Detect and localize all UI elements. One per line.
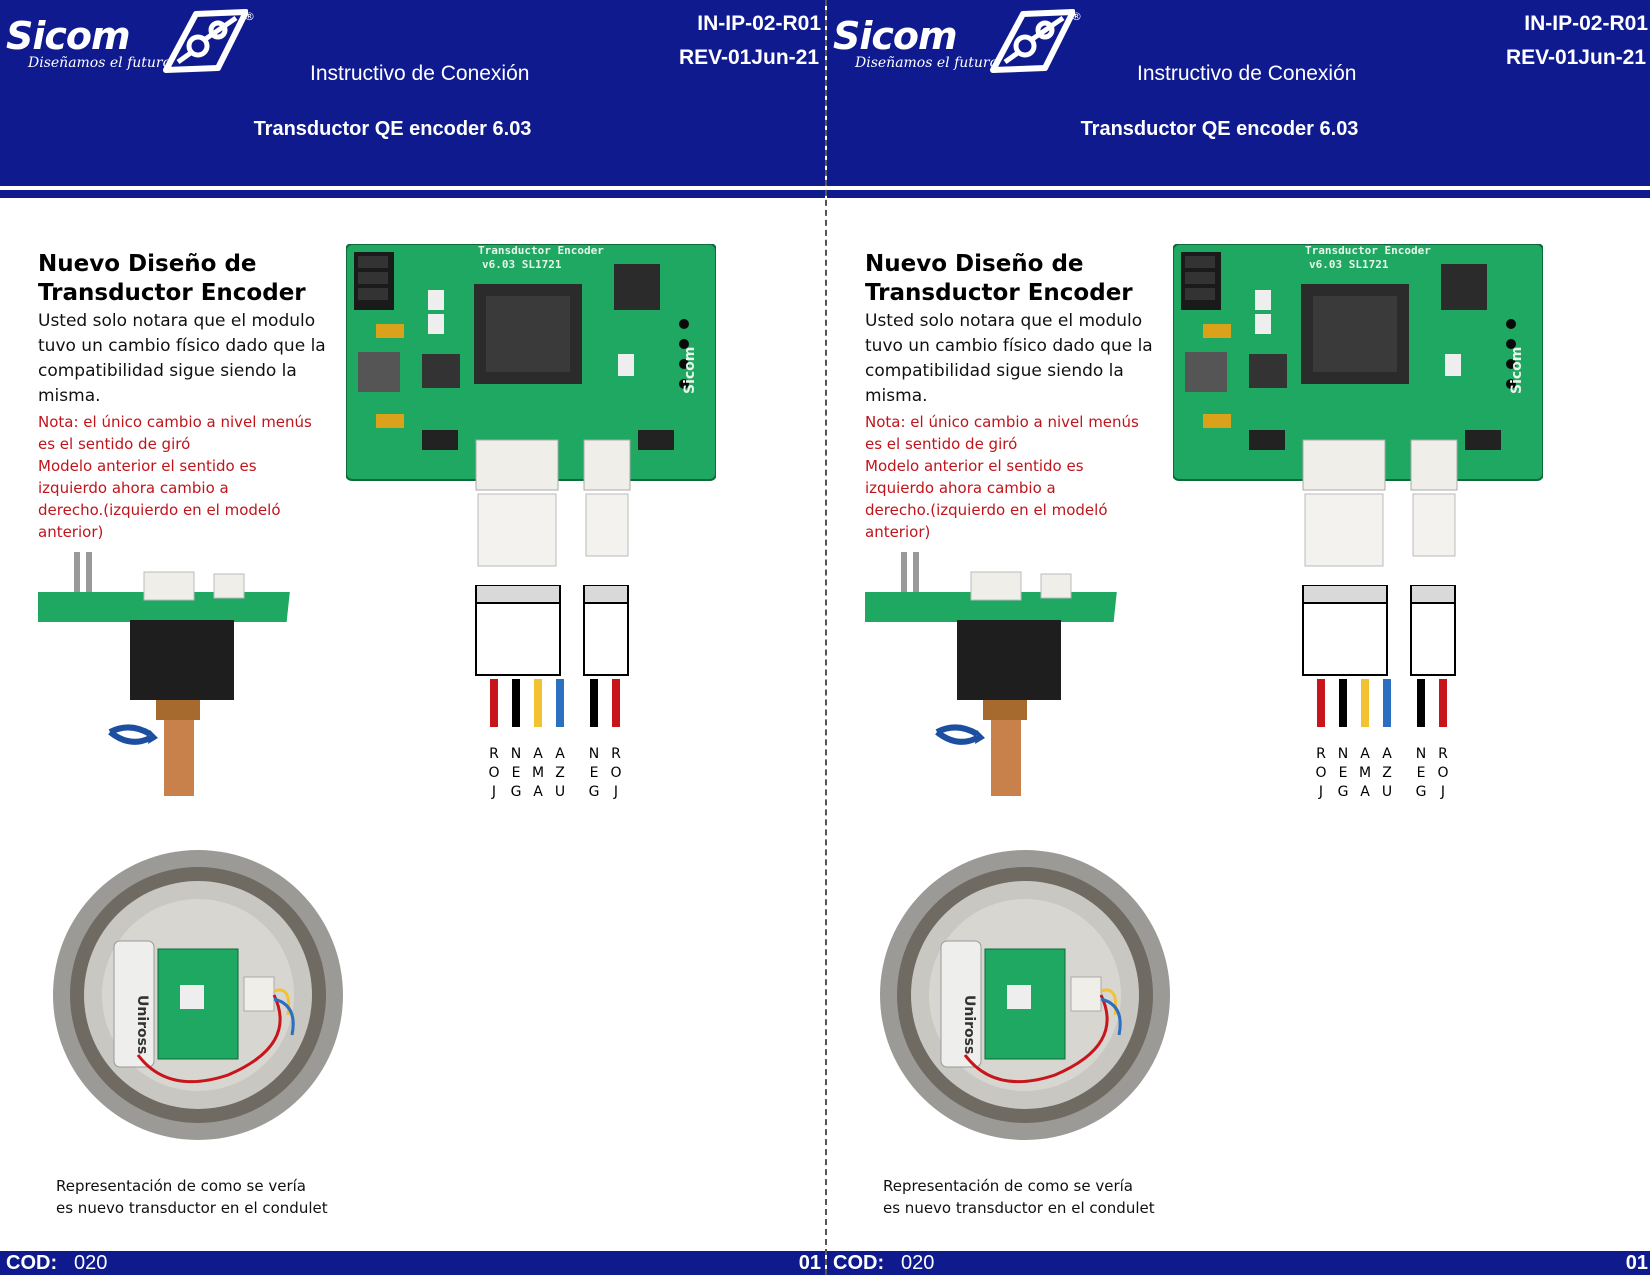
wire-mark xyxy=(1417,679,1425,727)
wire-letter: O xyxy=(488,765,500,781)
wire-color-code xyxy=(1336,745,1350,802)
wire-letter: E xyxy=(511,765,521,781)
wire-mark xyxy=(512,679,520,727)
footer-cod-label: COD: xyxy=(6,1252,58,1274)
sicom-logo xyxy=(833,8,1083,74)
wire-color-code xyxy=(609,745,623,802)
photo-caption xyxy=(56,1175,356,1219)
document-title: Instructivo de Conexión xyxy=(310,62,530,85)
wire-mark xyxy=(1339,679,1347,727)
wire-letter: M xyxy=(1358,765,1372,781)
footer-cod-value: 020 xyxy=(901,1252,935,1274)
pcb-label-2: v6.03 SL1721 xyxy=(1309,258,1389,271)
document-page-right xyxy=(827,0,1650,1275)
encoder-module-photo xyxy=(865,552,1140,814)
wire-letter: J xyxy=(613,784,619,800)
document-code: IN-IP-02-R01 xyxy=(1524,12,1648,35)
wire-color-code xyxy=(1436,745,1450,802)
footer-cod-label: COD: xyxy=(833,1252,885,1274)
wire-letter: G xyxy=(588,784,600,800)
wire-mark xyxy=(612,679,620,727)
footer-band xyxy=(827,1251,1650,1275)
logo-wordmark: Sicom xyxy=(6,14,130,58)
document-subtitle: Transductor QE encoder 6.03 xyxy=(253,118,532,140)
wire-letter: O xyxy=(1315,765,1327,781)
wire-letter: A xyxy=(1360,784,1370,800)
header-rule-gap xyxy=(0,186,825,190)
document-subtitle: Transductor QE encoder 6.03 xyxy=(1080,118,1359,140)
red-note xyxy=(865,411,1155,543)
note-line: Nota: el único cambio a nivel menús xyxy=(865,413,1139,431)
body-paragraph: Usted solo notara que el modulo tuvo un cambio físico dado que la compatibilidad sigue siendo la misma. xyxy=(38,311,326,406)
wire-letter: E xyxy=(589,765,599,781)
wire-color-code xyxy=(531,745,545,802)
section-heading xyxy=(38,250,338,308)
header-band xyxy=(0,0,825,186)
wire-color-code xyxy=(553,745,567,802)
wire-mark xyxy=(1383,679,1391,727)
wire-letter: J xyxy=(1440,784,1446,800)
wire-color-code xyxy=(1414,745,1428,802)
pcb-label-2: v6.03 SL1721 xyxy=(482,258,562,271)
document-revision: REV-01Jun-21 xyxy=(1505,46,1646,69)
header-rule-gap xyxy=(827,186,1650,190)
caption-line-1: Representación de como se vería xyxy=(56,1177,306,1195)
note-line: Modelo anterior el sentido es xyxy=(865,457,1084,475)
pcb-brand-label: Sicom xyxy=(1509,346,1525,394)
sicom-logo xyxy=(6,8,256,74)
wire-mark xyxy=(1439,679,1447,727)
document-revision: REV-01Jun-21 xyxy=(678,46,819,69)
wire-letter: M xyxy=(531,765,545,781)
note-line: Nota: el único cambio a nivel menús xyxy=(38,413,312,431)
registered-mark: ® xyxy=(1071,10,1082,23)
wire-letter: A xyxy=(555,746,565,762)
heading-line-2: Transductor Encoder xyxy=(865,280,1133,306)
footer-band xyxy=(0,1251,825,1275)
wire-letter: G xyxy=(1337,784,1349,800)
footer-page-number: 01 xyxy=(798,1252,821,1274)
footer-cod-value: 020 xyxy=(74,1252,108,1274)
condulet-photo xyxy=(48,845,348,1145)
wire-letter: E xyxy=(1338,765,1348,781)
wire-letter: U xyxy=(554,784,566,800)
encoder-module-photo xyxy=(38,552,313,814)
wire-letter: G xyxy=(510,784,522,800)
wire-letter: J xyxy=(1318,784,1324,800)
wire-mark xyxy=(556,679,564,727)
note-line: derecho.(izquierdo en el modeló xyxy=(38,501,281,519)
wire-color-code xyxy=(509,745,523,802)
logo-tagline: Diseñamos el futuro xyxy=(855,55,999,71)
heading-line-1: Nuevo Diseño de xyxy=(38,251,257,277)
caption-line-1: Representación de como se vería xyxy=(883,1177,1133,1195)
battery-label: Uniross xyxy=(961,995,977,1055)
wire-letter: O xyxy=(610,765,622,781)
wire-color-code xyxy=(587,745,601,802)
wire-mark xyxy=(1361,679,1369,727)
wire-color-code xyxy=(487,745,501,802)
wire-mark xyxy=(1317,679,1325,727)
wire-letter: A xyxy=(533,746,543,762)
header-band xyxy=(827,0,1650,186)
note-line: izquierdo ahora cambio a xyxy=(38,479,229,497)
note-line: anterior) xyxy=(38,523,104,541)
section-heading xyxy=(865,250,1165,308)
wire-mark xyxy=(590,679,598,727)
battery-label: Uniross xyxy=(134,995,150,1055)
wire-letter: N xyxy=(588,746,600,762)
footer-page-number: 01 xyxy=(1625,1252,1648,1274)
wire-color-code xyxy=(1314,745,1328,802)
note-line: izquierdo ahora cambio a xyxy=(865,479,1056,497)
wire-letter: N xyxy=(510,746,522,762)
body-paragraph: Usted solo notara que el modulo tuvo un cambio físico dado que la compatibilidad sigue siendo la misma. xyxy=(865,311,1153,406)
condulet-photo xyxy=(875,845,1175,1145)
caption-line-2: es nuevo transductor en el condulet xyxy=(56,1199,328,1217)
wire-color-code xyxy=(1380,745,1394,802)
pcb-label-1: Transductor Encoder xyxy=(1305,244,1431,257)
photo-caption xyxy=(883,1175,1183,1219)
wire-letter: J xyxy=(491,784,497,800)
wire-letter: A xyxy=(1360,746,1370,762)
wire-letter: O xyxy=(1437,765,1449,781)
logo-tagline: Diseñamos el futuro xyxy=(28,55,172,71)
wire-letter: R xyxy=(1438,746,1448,762)
heading-line-2: Transductor Encoder xyxy=(38,280,306,306)
registered-mark: ® xyxy=(244,10,255,23)
note-line: es el sentido de giró xyxy=(38,435,191,453)
wire-letter: Z xyxy=(555,765,565,781)
wire-letter: A xyxy=(533,784,543,800)
pcb-brand-label: Sicom xyxy=(682,346,698,394)
wire-letter: R xyxy=(1316,746,1326,762)
pcb-label-1: Transductor Encoder xyxy=(478,244,604,257)
wire-letter: N xyxy=(1337,746,1349,762)
heading-line-1: Nuevo Diseño de xyxy=(865,251,1084,277)
wire-letter: G xyxy=(1415,784,1427,800)
document-title: Instructivo de Conexión xyxy=(1137,62,1357,85)
red-note xyxy=(38,411,328,543)
wire-color-code xyxy=(1358,745,1372,802)
pcb-board-photo xyxy=(346,244,716,574)
wire-mark xyxy=(490,679,498,727)
pcb-board-photo xyxy=(1173,244,1543,574)
logo-wordmark: Sicom xyxy=(833,14,957,58)
document-code: IN-IP-02-R01 xyxy=(697,12,821,35)
note-line: derecho.(izquierdo en el modeló xyxy=(865,501,1108,519)
wire-mark xyxy=(534,679,542,727)
note-line: anterior) xyxy=(865,523,931,541)
wire-letter: U xyxy=(1381,784,1393,800)
wire-letter: R xyxy=(489,746,499,762)
caption-line-2: es nuevo transductor en el condulet xyxy=(883,1199,1155,1217)
note-line: Modelo anterior el sentido es xyxy=(38,457,257,475)
wire-letter: A xyxy=(1382,746,1392,762)
wire-letter: Z xyxy=(1382,765,1392,781)
wire-letter: N xyxy=(1415,746,1427,762)
wire-letter: R xyxy=(611,746,621,762)
wire-letter: E xyxy=(1416,765,1426,781)
note-line: es el sentido de giró xyxy=(865,435,1018,453)
